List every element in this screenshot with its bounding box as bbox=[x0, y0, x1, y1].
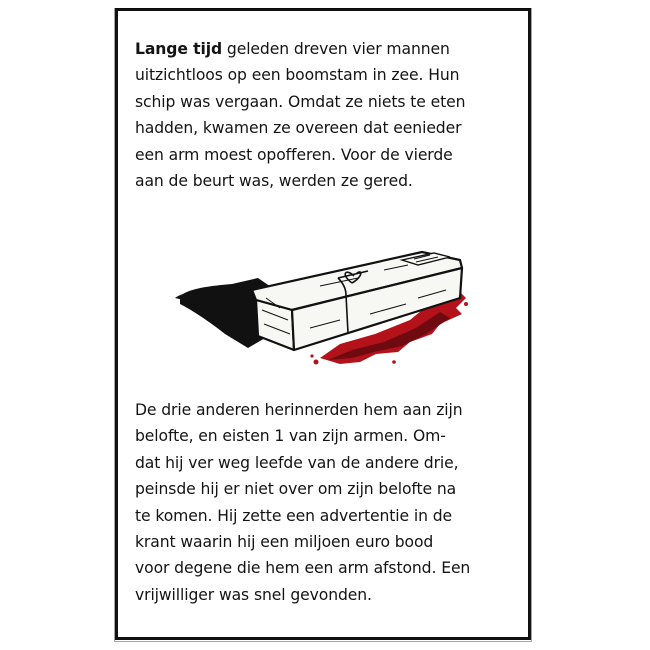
story-continuation-line: dat hij ver weg leefde van de andere drie, bbox=[135, 453, 459, 472]
story-continuation-line: De drie anderen herinnerden hem aan zijn bbox=[135, 401, 463, 419]
story-continuation-line: belofte, en eisten 1 van zijn armen. Om- bbox=[135, 427, 446, 446]
story-lead: Lange tijd bbox=[135, 40, 223, 58]
story-intro bbox=[135, 36, 515, 194]
story-intro-line: een arm moest opofferen. Voor de vierde bbox=[135, 145, 453, 164]
story-continuation-line: te komen. Hij zette een advertentie in de bbox=[135, 506, 453, 525]
story-intro-line: hadden, kwamen ze overeen dat eenieder bbox=[135, 119, 462, 138]
story-continuation bbox=[135, 397, 515, 608]
story-intro-line: schip was vergaan. Omdat ze niets te eten bbox=[135, 92, 466, 111]
story-intro-line: aan de beurt was, werden ze gered. bbox=[135, 172, 413, 191]
story-intro-line-rest: geleden dreven vier mannen bbox=[222, 40, 450, 58]
story-intro-line: uitzichtloos op een boomstam in zee. Hun bbox=[135, 66, 460, 85]
story-continuation-line: voor degene die hem een arm afstond. Een bbox=[135, 559, 471, 578]
story-continuation-line: peinsde hij er niet over om zijn belofte na bbox=[135, 480, 457, 499]
story-continuation-line: vrijwilliger was snel gevonden. bbox=[135, 585, 372, 604]
story-continuation-line: krant waarin hij een miljoen euro bood bbox=[135, 533, 434, 552]
story-intro-line bbox=[135, 36, 515, 62]
wrapped-parcel-illustration bbox=[170, 238, 470, 370]
